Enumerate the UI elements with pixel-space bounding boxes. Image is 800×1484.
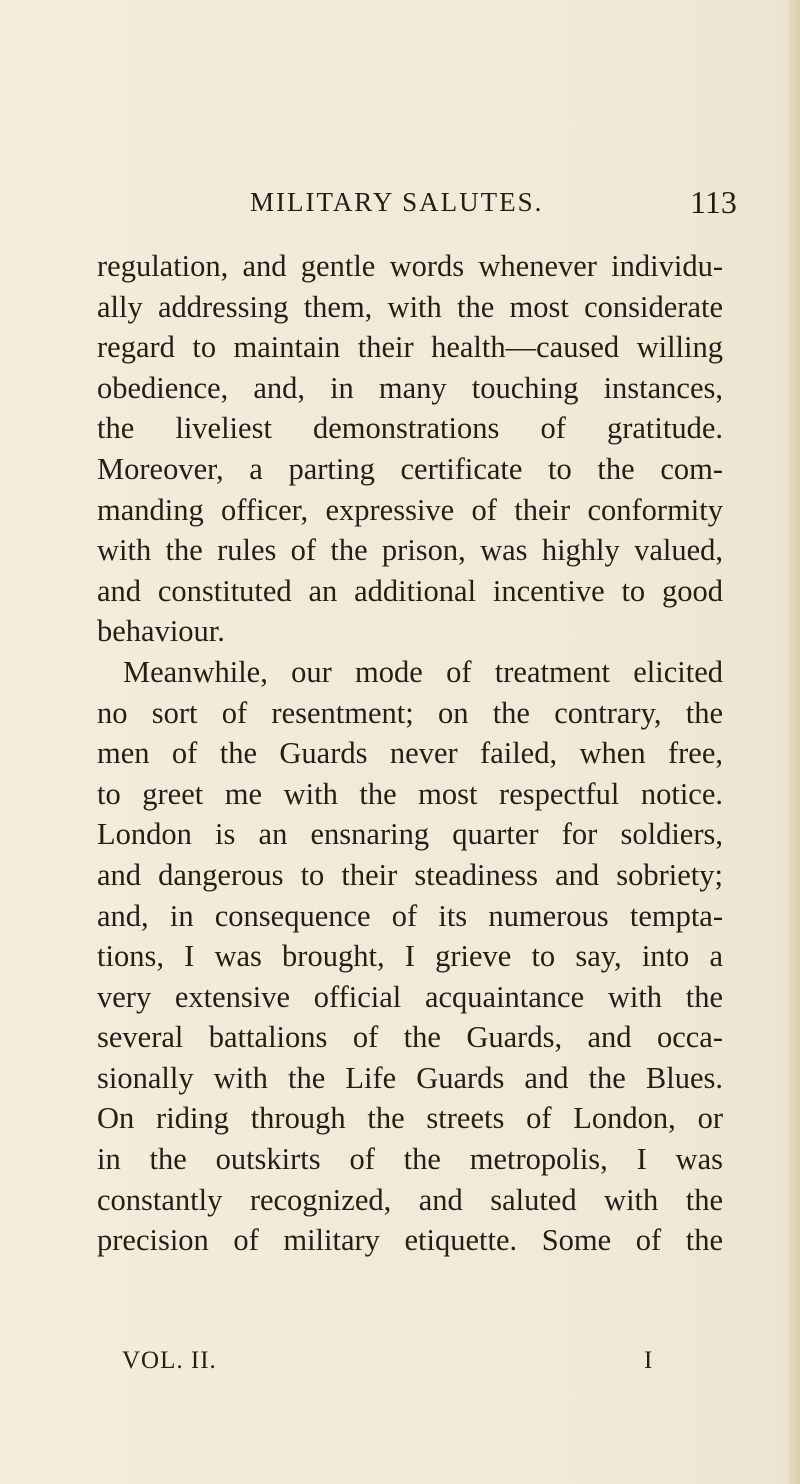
text-line: tions, I was brought, I grieve to say, into a (97, 939, 723, 974)
text-line: very extensive official acquaintance with the (97, 979, 723, 1014)
text-line: manding officer, expressive of their conformity (97, 492, 723, 527)
text-line: several battalions of the Guards, and occa- (97, 1020, 723, 1055)
page-edge (788, 0, 800, 1484)
body-text (97, 246, 723, 1261)
volume-mark: VOL. II. (122, 1347, 217, 1374)
text-line: regulation, and gentle words whenever individu- (97, 249, 723, 283)
text-line: with the rules of the prison, was highly valued, (97, 533, 723, 568)
text-line: to greet me with the most respectful notice. (97, 776, 723, 811)
page-number: 113 (690, 184, 737, 220)
text-line: Meanwhile, our mode of treatment elicited (123, 654, 723, 689)
text-line: London is an ensnaring quarter for soldiers, (97, 817, 723, 852)
text-line: Moreover, a parting certificate to the com- (97, 451, 723, 486)
text-line: sionally with the Life Guards and the Blues. (97, 1060, 723, 1095)
text-line: in the outskirts of the metropolis, I was (97, 1142, 723, 1177)
text-line: and dangerous to their steadiness and sobriety; (97, 857, 723, 892)
running-title: MILITARY SALUTES. (250, 187, 544, 217)
text-line: no sort of resentment; on the contrary, the (97, 695, 723, 730)
text-line: behaviour. (97, 614, 225, 649)
text-line: men of the Guards never failed, when free, (97, 736, 723, 771)
page-footer (0, 1344, 800, 1378)
text-line: the liveliest demonstrations of gratitude. (97, 411, 723, 446)
text-line: ally addressing them, with the most considerate (97, 289, 723, 324)
text-line: regard to maintain their health—caused willing (97, 330, 723, 365)
running-head (0, 182, 800, 222)
text-line: On riding through the streets of London, or (97, 1101, 723, 1136)
text-line: precision of military etiquette. Some of the (97, 1223, 723, 1258)
text-line: and constituted an additional incentive to good (97, 573, 723, 608)
text-line: obedience, and, in many touching instances, (97, 370, 723, 405)
text-line: constantly recognized, and saluted with the (97, 1182, 723, 1217)
text-line: and, in consequence of its numerous tempta- (97, 898, 723, 933)
signature-mark: I (644, 1347, 653, 1374)
